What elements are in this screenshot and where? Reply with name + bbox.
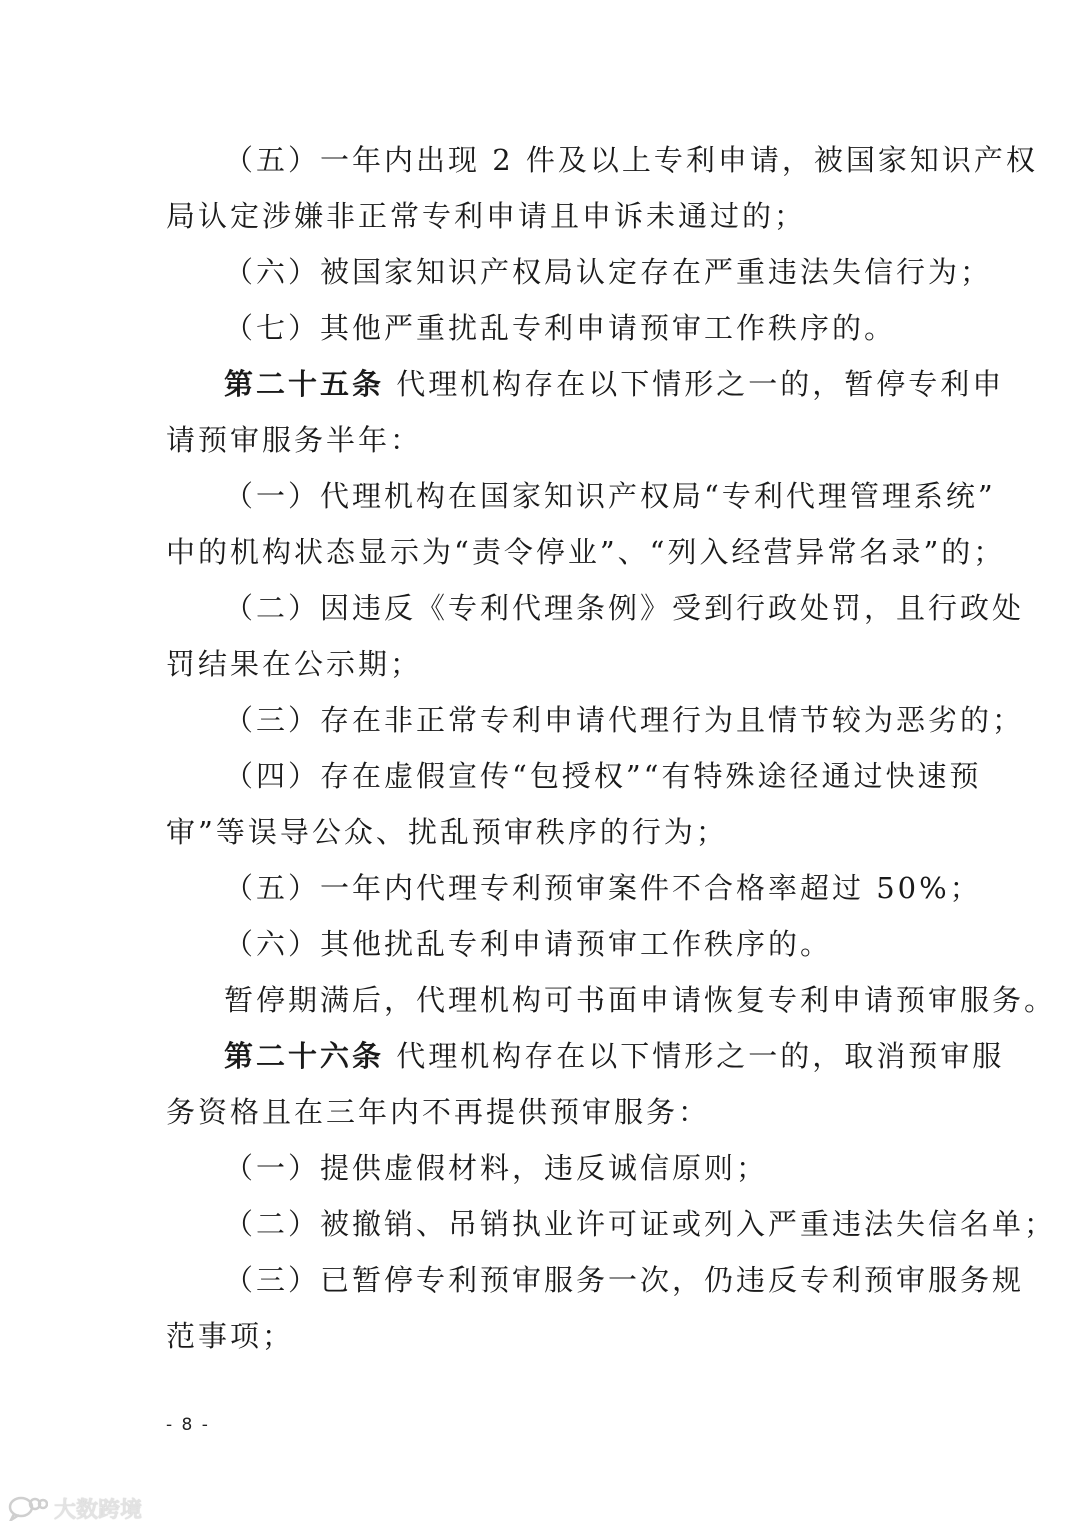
paragraph-13: （一）提供虚假材料，违反诚信原则； (224, 1151, 769, 1185)
watermark (8, 1493, 142, 1523)
article-number: 第二十五条 (224, 367, 385, 401)
paragraph-7: （三）存在非正常专利申请代理行为且情节较为恶劣的； (224, 703, 1025, 737)
paragraph-9: （五）一年内代理专利预审案件不合格率超过 50%； (224, 871, 982, 905)
watermark-text: 大数跨境 (54, 1497, 143, 1523)
paragraph-1-line-1: （五）一年内出现 2 件及以上专利申请，被国家知识产权 (224, 143, 1038, 177)
paragraph-14: （二）被撤销、吊销执业许可证或列入严重违法失信名单； (224, 1207, 1057, 1241)
paragraph-15-line-2: 范事项； (166, 1319, 295, 1353)
page-number: - 8 - (166, 1415, 210, 1435)
paragraph-5-line-1: （一）代理机构在国家知识产权局“专利代理管理系统” (224, 479, 996, 513)
paragraph-2: （六）被国家知识产权局认定存在严重违法失信行为； (224, 255, 993, 289)
paragraph-8-line-1: （四）存在虚假宣传“包授权”“有特殊途径通过快速预 (224, 759, 982, 793)
paragraph-5-line-2: 中的机构状态显示为“责令停业”、“列入经营异常名录”的； (166, 535, 1006, 569)
paragraph-11: 暂停期满后，代理机构可书面申请恢复专利申请预审服务。 (224, 983, 1057, 1017)
article-26-line-1 (224, 1036, 1005, 1076)
article-25-line-2: 请预审服务半年： (166, 423, 423, 457)
paragraph-10: （六）其他扰乱专利申请预审工作秩序的。 (224, 927, 833, 961)
article-26-line-2: 务资格且在三年内不再提供预审服务： (166, 1095, 711, 1129)
article-number: 第二十六条 (224, 1039, 385, 1073)
article-26-text: 代理机构存在以下情形之一的，取消预审服 (384, 1039, 1005, 1073)
paragraph-8-line-2: 审”等误导公众、扰乱预审秩序的行为； (166, 815, 728, 849)
paragraph-6-line-2: 罚结果在公示期； (166, 647, 423, 681)
article-25-line-1 (224, 364, 1005, 404)
paragraph-15-line-1: （三）已暂停专利预审服务一次，仍违反专利预审服务规 (224, 1263, 1025, 1297)
chat-bubble-logo-icon (8, 1495, 48, 1521)
paragraph-1-line-2: 局认定涉嫌非正常专利申请且申诉未通过的； (166, 199, 807, 233)
article-25-text: 代理机构存在以下情形之一的，暂停专利申 (384, 367, 1005, 401)
paragraph-3: （七）其他严重扰乱专利申请预审工作秩序的。 (224, 311, 897, 345)
paragraph-6-line-1: （二）因违反《专利代理条例》受到行政处罚，且行政处 (224, 591, 1025, 625)
